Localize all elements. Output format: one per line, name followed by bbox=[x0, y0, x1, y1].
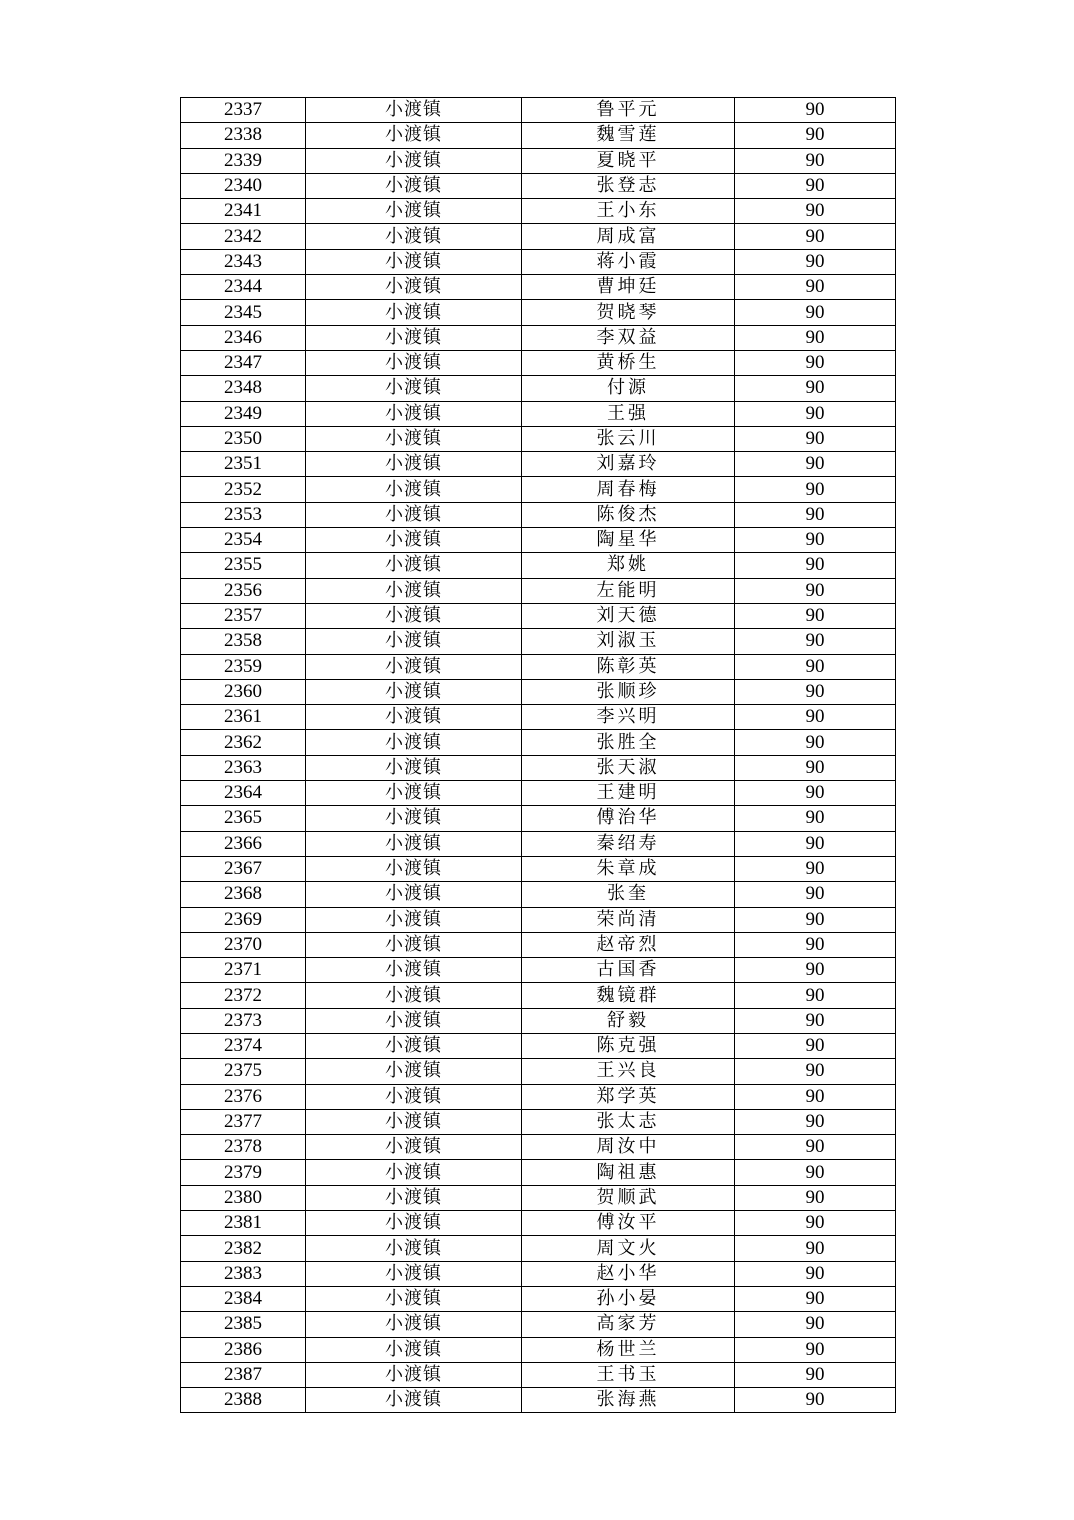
score-cell: 90 bbox=[735, 755, 896, 780]
table-row bbox=[181, 401, 896, 426]
town-cell: 小渡镇 bbox=[306, 1337, 522, 1362]
roster-table bbox=[180, 97, 896, 1413]
table-row bbox=[181, 148, 896, 173]
score-cell: 90 bbox=[735, 958, 896, 983]
town-cell: 小渡镇 bbox=[306, 98, 522, 123]
town-cell: 小渡镇 bbox=[306, 1033, 522, 1058]
score-cell: 90 bbox=[735, 603, 896, 628]
person-name-cell: 左能明 bbox=[522, 578, 735, 603]
row-number-cell: 2375 bbox=[181, 1059, 306, 1084]
row-number-cell: 2363 bbox=[181, 755, 306, 780]
score-cell: 90 bbox=[735, 1160, 896, 1185]
person-name-cell: 刘天德 bbox=[522, 603, 735, 628]
town-cell: 小渡镇 bbox=[306, 275, 522, 300]
row-number-cell: 2339 bbox=[181, 148, 306, 173]
town-cell: 小渡镇 bbox=[306, 452, 522, 477]
score-cell: 90 bbox=[735, 629, 896, 654]
town-cell: 小渡镇 bbox=[306, 1135, 522, 1160]
table-row bbox=[181, 730, 896, 755]
person-name-cell: 张胜全 bbox=[522, 730, 735, 755]
table-row bbox=[181, 426, 896, 451]
row-number-cell: 2348 bbox=[181, 376, 306, 401]
table-row bbox=[181, 123, 896, 148]
person-name-cell: 王建明 bbox=[522, 781, 735, 806]
town-cell: 小渡镇 bbox=[306, 502, 522, 527]
person-name-cell: 张登志 bbox=[522, 173, 735, 198]
person-name-cell: 陶星华 bbox=[522, 528, 735, 553]
person-name-cell: 魏雪莲 bbox=[522, 123, 735, 148]
person-name-cell: 舒毅 bbox=[522, 1008, 735, 1033]
person-name-cell: 王强 bbox=[522, 401, 735, 426]
town-cell: 小渡镇 bbox=[306, 578, 522, 603]
town-cell: 小渡镇 bbox=[306, 123, 522, 148]
row-number-cell: 2361 bbox=[181, 705, 306, 730]
score-cell: 90 bbox=[735, 452, 896, 477]
row-number-cell: 2388 bbox=[181, 1388, 306, 1413]
score-cell: 90 bbox=[735, 907, 896, 932]
row-number-cell: 2387 bbox=[181, 1362, 306, 1387]
person-name-cell: 孙小晏 bbox=[522, 1286, 735, 1311]
table-row bbox=[181, 958, 896, 983]
table-row bbox=[181, 1337, 896, 1362]
town-cell: 小渡镇 bbox=[306, 1211, 522, 1236]
score-cell: 90 bbox=[735, 705, 896, 730]
person-name-cell: 周成富 bbox=[522, 224, 735, 249]
person-name-cell: 曹坤廷 bbox=[522, 275, 735, 300]
table-row bbox=[181, 679, 896, 704]
town-cell: 小渡镇 bbox=[306, 781, 522, 806]
person-name-cell: 刘嘉玲 bbox=[522, 452, 735, 477]
table-row bbox=[181, 553, 896, 578]
town-cell: 小渡镇 bbox=[306, 705, 522, 730]
town-cell: 小渡镇 bbox=[306, 856, 522, 881]
town-cell: 小渡镇 bbox=[306, 882, 522, 907]
row-number-cell: 2368 bbox=[181, 882, 306, 907]
score-cell: 90 bbox=[735, 376, 896, 401]
score-cell: 90 bbox=[735, 275, 896, 300]
score-cell: 90 bbox=[735, 806, 896, 831]
town-cell: 小渡镇 bbox=[306, 1160, 522, 1185]
town-cell: 小渡镇 bbox=[306, 1388, 522, 1413]
score-cell: 90 bbox=[735, 426, 896, 451]
row-number-cell: 2370 bbox=[181, 932, 306, 957]
table-row bbox=[181, 224, 896, 249]
score-cell: 90 bbox=[735, 1286, 896, 1311]
row-number-cell: 2367 bbox=[181, 856, 306, 881]
person-name-cell: 魏镜群 bbox=[522, 983, 735, 1008]
score-cell: 90 bbox=[735, 1388, 896, 1413]
person-name-cell: 傅汝平 bbox=[522, 1211, 735, 1236]
person-name-cell: 刘淑玉 bbox=[522, 629, 735, 654]
row-number-cell: 2385 bbox=[181, 1312, 306, 1337]
score-cell: 90 bbox=[735, 1236, 896, 1261]
row-number-cell: 2340 bbox=[181, 173, 306, 198]
row-number-cell: 2350 bbox=[181, 426, 306, 451]
score-cell: 90 bbox=[735, 578, 896, 603]
table-row bbox=[181, 325, 896, 350]
town-cell: 小渡镇 bbox=[306, 376, 522, 401]
row-number-cell: 2342 bbox=[181, 224, 306, 249]
person-name-cell: 陈彰英 bbox=[522, 654, 735, 679]
person-name-cell: 张海燕 bbox=[522, 1388, 735, 1413]
person-name-cell: 赵帝烈 bbox=[522, 932, 735, 957]
row-number-cell: 2359 bbox=[181, 654, 306, 679]
score-cell: 90 bbox=[735, 831, 896, 856]
score-cell: 90 bbox=[735, 983, 896, 1008]
table-row bbox=[181, 275, 896, 300]
town-cell: 小渡镇 bbox=[306, 831, 522, 856]
person-name-cell: 付源 bbox=[522, 376, 735, 401]
score-cell: 90 bbox=[735, 1261, 896, 1286]
score-cell: 90 bbox=[735, 325, 896, 350]
score-cell: 90 bbox=[735, 781, 896, 806]
table-row bbox=[181, 1185, 896, 1210]
score-cell: 90 bbox=[735, 199, 896, 224]
score-cell: 90 bbox=[735, 477, 896, 502]
score-cell: 90 bbox=[735, 932, 896, 957]
row-number-cell: 2384 bbox=[181, 1286, 306, 1311]
town-cell: 小渡镇 bbox=[306, 629, 522, 654]
table-row bbox=[181, 882, 896, 907]
row-number-cell: 2369 bbox=[181, 907, 306, 932]
score-cell: 90 bbox=[735, 401, 896, 426]
town-cell: 小渡镇 bbox=[306, 1362, 522, 1387]
table-row bbox=[181, 1211, 896, 1236]
score-cell: 90 bbox=[735, 1312, 896, 1337]
town-cell: 小渡镇 bbox=[306, 300, 522, 325]
person-name-cell: 李双益 bbox=[522, 325, 735, 350]
person-name-cell: 郑姚 bbox=[522, 553, 735, 578]
row-number-cell: 2371 bbox=[181, 958, 306, 983]
town-cell: 小渡镇 bbox=[306, 1236, 522, 1261]
table-row bbox=[181, 477, 896, 502]
person-name-cell: 傅治华 bbox=[522, 806, 735, 831]
table-row bbox=[181, 350, 896, 375]
person-name-cell: 蒋小霞 bbox=[522, 249, 735, 274]
score-cell: 90 bbox=[735, 502, 896, 527]
table-row bbox=[181, 781, 896, 806]
town-cell: 小渡镇 bbox=[306, 1286, 522, 1311]
town-cell: 小渡镇 bbox=[306, 603, 522, 628]
score-cell: 90 bbox=[735, 1211, 896, 1236]
score-cell: 90 bbox=[735, 1033, 896, 1058]
person-name-cell: 王书玉 bbox=[522, 1362, 735, 1387]
table-row bbox=[181, 1388, 896, 1413]
score-cell: 90 bbox=[735, 1185, 896, 1210]
table-row bbox=[181, 806, 896, 831]
person-name-cell: 荣尚清 bbox=[522, 907, 735, 932]
table-row bbox=[181, 856, 896, 881]
score-cell: 90 bbox=[735, 173, 896, 198]
score-cell: 90 bbox=[735, 1337, 896, 1362]
town-cell: 小渡镇 bbox=[306, 932, 522, 957]
score-cell: 90 bbox=[735, 1135, 896, 1160]
table-row bbox=[181, 452, 896, 477]
table-row bbox=[181, 376, 896, 401]
table-row bbox=[181, 173, 896, 198]
row-number-cell: 2381 bbox=[181, 1211, 306, 1236]
person-name-cell: 鲁平元 bbox=[522, 98, 735, 123]
row-number-cell: 2379 bbox=[181, 1160, 306, 1185]
person-name-cell: 李兴明 bbox=[522, 705, 735, 730]
person-name-cell: 朱章成 bbox=[522, 856, 735, 881]
table-row bbox=[181, 932, 896, 957]
row-number-cell: 2337 bbox=[181, 98, 306, 123]
score-cell: 90 bbox=[735, 679, 896, 704]
row-number-cell: 2347 bbox=[181, 350, 306, 375]
row-number-cell: 2338 bbox=[181, 123, 306, 148]
table-row bbox=[181, 983, 896, 1008]
row-number-cell: 2356 bbox=[181, 578, 306, 603]
town-cell: 小渡镇 bbox=[306, 1084, 522, 1109]
table-row bbox=[181, 629, 896, 654]
person-name-cell: 赵小华 bbox=[522, 1261, 735, 1286]
table-row bbox=[181, 1312, 896, 1337]
town-cell: 小渡镇 bbox=[306, 528, 522, 553]
table-row bbox=[181, 199, 896, 224]
row-number-cell: 2349 bbox=[181, 401, 306, 426]
table-row bbox=[181, 1286, 896, 1311]
row-number-cell: 2360 bbox=[181, 679, 306, 704]
row-number-cell: 2372 bbox=[181, 983, 306, 1008]
score-cell: 90 bbox=[735, 1362, 896, 1387]
score-cell: 90 bbox=[735, 224, 896, 249]
table-row bbox=[181, 528, 896, 553]
table-row bbox=[181, 831, 896, 856]
table-row bbox=[181, 654, 896, 679]
person-name-cell: 陈俊杰 bbox=[522, 502, 735, 527]
town-cell: 小渡镇 bbox=[306, 907, 522, 932]
table-row bbox=[181, 1160, 896, 1185]
roster-table-body bbox=[181, 98, 896, 1413]
person-name-cell: 张奎 bbox=[522, 882, 735, 907]
table-row bbox=[181, 1084, 896, 1109]
table-row bbox=[181, 1109, 896, 1134]
town-cell: 小渡镇 bbox=[306, 1312, 522, 1337]
score-cell: 90 bbox=[735, 654, 896, 679]
score-cell: 90 bbox=[735, 882, 896, 907]
person-name-cell: 郑学英 bbox=[522, 1084, 735, 1109]
town-cell: 小渡镇 bbox=[306, 477, 522, 502]
person-name-cell: 陶祖惠 bbox=[522, 1160, 735, 1185]
table-row bbox=[181, 1261, 896, 1286]
person-name-cell: 张顺珍 bbox=[522, 679, 735, 704]
row-number-cell: 2378 bbox=[181, 1135, 306, 1160]
town-cell: 小渡镇 bbox=[306, 426, 522, 451]
table-row bbox=[181, 502, 896, 527]
table-row bbox=[181, 1362, 896, 1387]
person-name-cell: 古国香 bbox=[522, 958, 735, 983]
row-number-cell: 2374 bbox=[181, 1033, 306, 1058]
town-cell: 小渡镇 bbox=[306, 1008, 522, 1033]
person-name-cell: 王小东 bbox=[522, 199, 735, 224]
person-name-cell: 张太志 bbox=[522, 1109, 735, 1134]
table-row bbox=[181, 1236, 896, 1261]
town-cell: 小渡镇 bbox=[306, 679, 522, 704]
town-cell: 小渡镇 bbox=[306, 553, 522, 578]
row-number-cell: 2364 bbox=[181, 781, 306, 806]
row-number-cell: 2352 bbox=[181, 477, 306, 502]
score-cell: 90 bbox=[735, 528, 896, 553]
score-cell: 90 bbox=[735, 148, 896, 173]
row-number-cell: 2365 bbox=[181, 806, 306, 831]
table-row bbox=[181, 249, 896, 274]
row-number-cell: 2376 bbox=[181, 1084, 306, 1109]
table-row bbox=[181, 705, 896, 730]
table-row bbox=[181, 1059, 896, 1084]
town-cell: 小渡镇 bbox=[306, 1261, 522, 1286]
town-cell: 小渡镇 bbox=[306, 730, 522, 755]
row-number-cell: 2357 bbox=[181, 603, 306, 628]
score-cell: 90 bbox=[735, 123, 896, 148]
table-row bbox=[181, 98, 896, 123]
town-cell: 小渡镇 bbox=[306, 148, 522, 173]
person-name-cell: 张天淑 bbox=[522, 755, 735, 780]
person-name-cell: 周汝中 bbox=[522, 1135, 735, 1160]
row-number-cell: 2366 bbox=[181, 831, 306, 856]
town-cell: 小渡镇 bbox=[306, 350, 522, 375]
town-cell: 小渡镇 bbox=[306, 755, 522, 780]
table-row bbox=[181, 1033, 896, 1058]
town-cell: 小渡镇 bbox=[306, 401, 522, 426]
score-cell: 90 bbox=[735, 98, 896, 123]
town-cell: 小渡镇 bbox=[306, 1109, 522, 1134]
person-name-cell: 高家芳 bbox=[522, 1312, 735, 1337]
person-name-cell: 贺晓琴 bbox=[522, 300, 735, 325]
table-row bbox=[181, 300, 896, 325]
table-row bbox=[181, 578, 896, 603]
row-number-cell: 2353 bbox=[181, 502, 306, 527]
person-name-cell: 张云川 bbox=[522, 426, 735, 451]
table-row bbox=[181, 603, 896, 628]
row-number-cell: 2373 bbox=[181, 1008, 306, 1033]
row-number-cell: 2382 bbox=[181, 1236, 306, 1261]
row-number-cell: 2345 bbox=[181, 300, 306, 325]
row-number-cell: 2377 bbox=[181, 1109, 306, 1134]
row-number-cell: 2362 bbox=[181, 730, 306, 755]
person-name-cell: 贺顺武 bbox=[522, 1185, 735, 1210]
score-cell: 90 bbox=[735, 1008, 896, 1033]
table-row bbox=[181, 1008, 896, 1033]
person-name-cell: 夏晓平 bbox=[522, 148, 735, 173]
town-cell: 小渡镇 bbox=[306, 654, 522, 679]
score-cell: 90 bbox=[735, 1059, 896, 1084]
town-cell: 小渡镇 bbox=[306, 958, 522, 983]
score-cell: 90 bbox=[735, 300, 896, 325]
row-number-cell: 2344 bbox=[181, 275, 306, 300]
town-cell: 小渡镇 bbox=[306, 1059, 522, 1084]
table-row bbox=[181, 907, 896, 932]
person-name-cell: 杨世兰 bbox=[522, 1337, 735, 1362]
person-name-cell: 陈克强 bbox=[522, 1033, 735, 1058]
row-number-cell: 2341 bbox=[181, 199, 306, 224]
row-number-cell: 2358 bbox=[181, 629, 306, 654]
table-row bbox=[181, 755, 896, 780]
person-name-cell: 黄桥生 bbox=[522, 350, 735, 375]
table-row bbox=[181, 1135, 896, 1160]
person-name-cell: 王兴良 bbox=[522, 1059, 735, 1084]
score-cell: 90 bbox=[735, 553, 896, 578]
town-cell: 小渡镇 bbox=[306, 224, 522, 249]
row-number-cell: 2354 bbox=[181, 528, 306, 553]
town-cell: 小渡镇 bbox=[306, 1185, 522, 1210]
town-cell: 小渡镇 bbox=[306, 173, 522, 198]
score-cell: 90 bbox=[735, 856, 896, 881]
row-number-cell: 2355 bbox=[181, 553, 306, 578]
town-cell: 小渡镇 bbox=[306, 199, 522, 224]
score-cell: 90 bbox=[735, 350, 896, 375]
town-cell: 小渡镇 bbox=[306, 325, 522, 350]
person-name-cell: 周文火 bbox=[522, 1236, 735, 1261]
town-cell: 小渡镇 bbox=[306, 983, 522, 1008]
person-name-cell: 周春梅 bbox=[522, 477, 735, 502]
town-cell: 小渡镇 bbox=[306, 806, 522, 831]
score-cell: 90 bbox=[735, 1084, 896, 1109]
row-number-cell: 2351 bbox=[181, 452, 306, 477]
row-number-cell: 2343 bbox=[181, 249, 306, 274]
person-name-cell: 秦绍寿 bbox=[522, 831, 735, 856]
score-cell: 90 bbox=[735, 1109, 896, 1134]
row-number-cell: 2383 bbox=[181, 1261, 306, 1286]
row-number-cell: 2386 bbox=[181, 1337, 306, 1362]
row-number-cell: 2346 bbox=[181, 325, 306, 350]
town-cell: 小渡镇 bbox=[306, 249, 522, 274]
score-cell: 90 bbox=[735, 249, 896, 274]
score-cell: 90 bbox=[735, 730, 896, 755]
row-number-cell: 2380 bbox=[181, 1185, 306, 1210]
